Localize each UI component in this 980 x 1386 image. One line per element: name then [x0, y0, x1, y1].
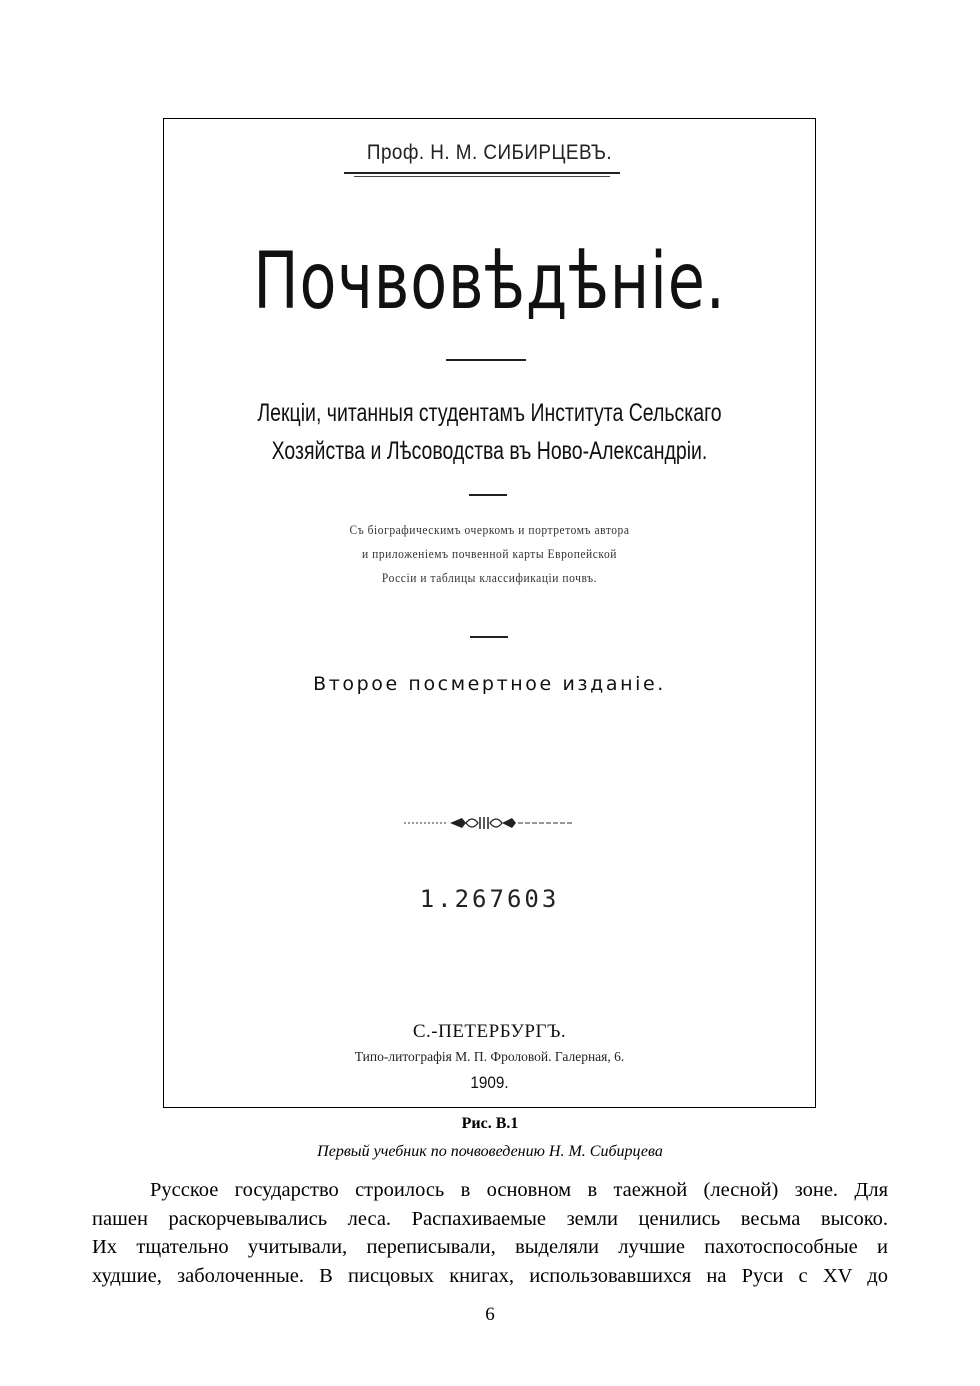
paragraph-line: Их тщательно учитывали, переписывали, выделяли лучшие пахотоспособные и: [92, 1236, 888, 1258]
divider-rule: [469, 494, 507, 496]
ornament-icon: [404, 811, 574, 835]
author-underline-thin: [354, 176, 610, 177]
printer-line: Типо-литографія М. П. Фроловой. Галерная, 6.: [354, 1049, 625, 1064]
title-page-figure: [163, 118, 816, 1108]
edition-line: Второе посмертное изданіе.: [313, 673, 666, 695]
paragraph-line: худшие, заболоченные. В писцовых книгах, использовавшихся на Руси с XV до: [92, 1264, 888, 1287]
figure-caption-number: Рис. В.1: [461, 1115, 519, 1132]
author-underline: [344, 172, 620, 174]
body-paragraph: [92, 1176, 888, 1290]
publication-city: С.-ПЕТЕРБУРГЪ.: [412, 1021, 567, 1042]
divider-rule: [470, 636, 508, 638]
subtitle-line-1: Лекціи, читанныя студентамъ Института Сельскаго: [257, 399, 722, 427]
subtitle-line-2: Хозяйства и Лѣсоводства въ Ново-Александріи.: [271, 437, 708, 465]
author-line: Проф. Н. М. СИБИРЦЕВЪ.: [366, 141, 613, 164]
publication-year: 1909.: [470, 1073, 509, 1092]
note-line-3: Россіи и таблицы классификаціи почвъ.: [381, 571, 598, 585]
book-title: Почвовѣдѣніе.: [253, 237, 726, 327]
divider-rule: [446, 359, 526, 361]
note-line-2: и приложеніемъ почвенной карты Европейской: [361, 547, 617, 561]
page-number: 6: [485, 1304, 495, 1325]
paragraph-line: Русское государство строилось в основном в таежной (лесной) зоне. Для: [150, 1179, 888, 1201]
paragraph-line: пашен раскорчевывались леса. Распахиваемые земли ценились весьма высоко.: [92, 1207, 888, 1230]
note-line-1: Съ біографическимъ очеркомъ и портретомъ автора: [349, 523, 630, 537]
figure-caption-text: Первый учебник по почвоведению Н. М. Сибирцева: [317, 1143, 663, 1160]
inventory-number: 1.267603: [419, 885, 560, 913]
